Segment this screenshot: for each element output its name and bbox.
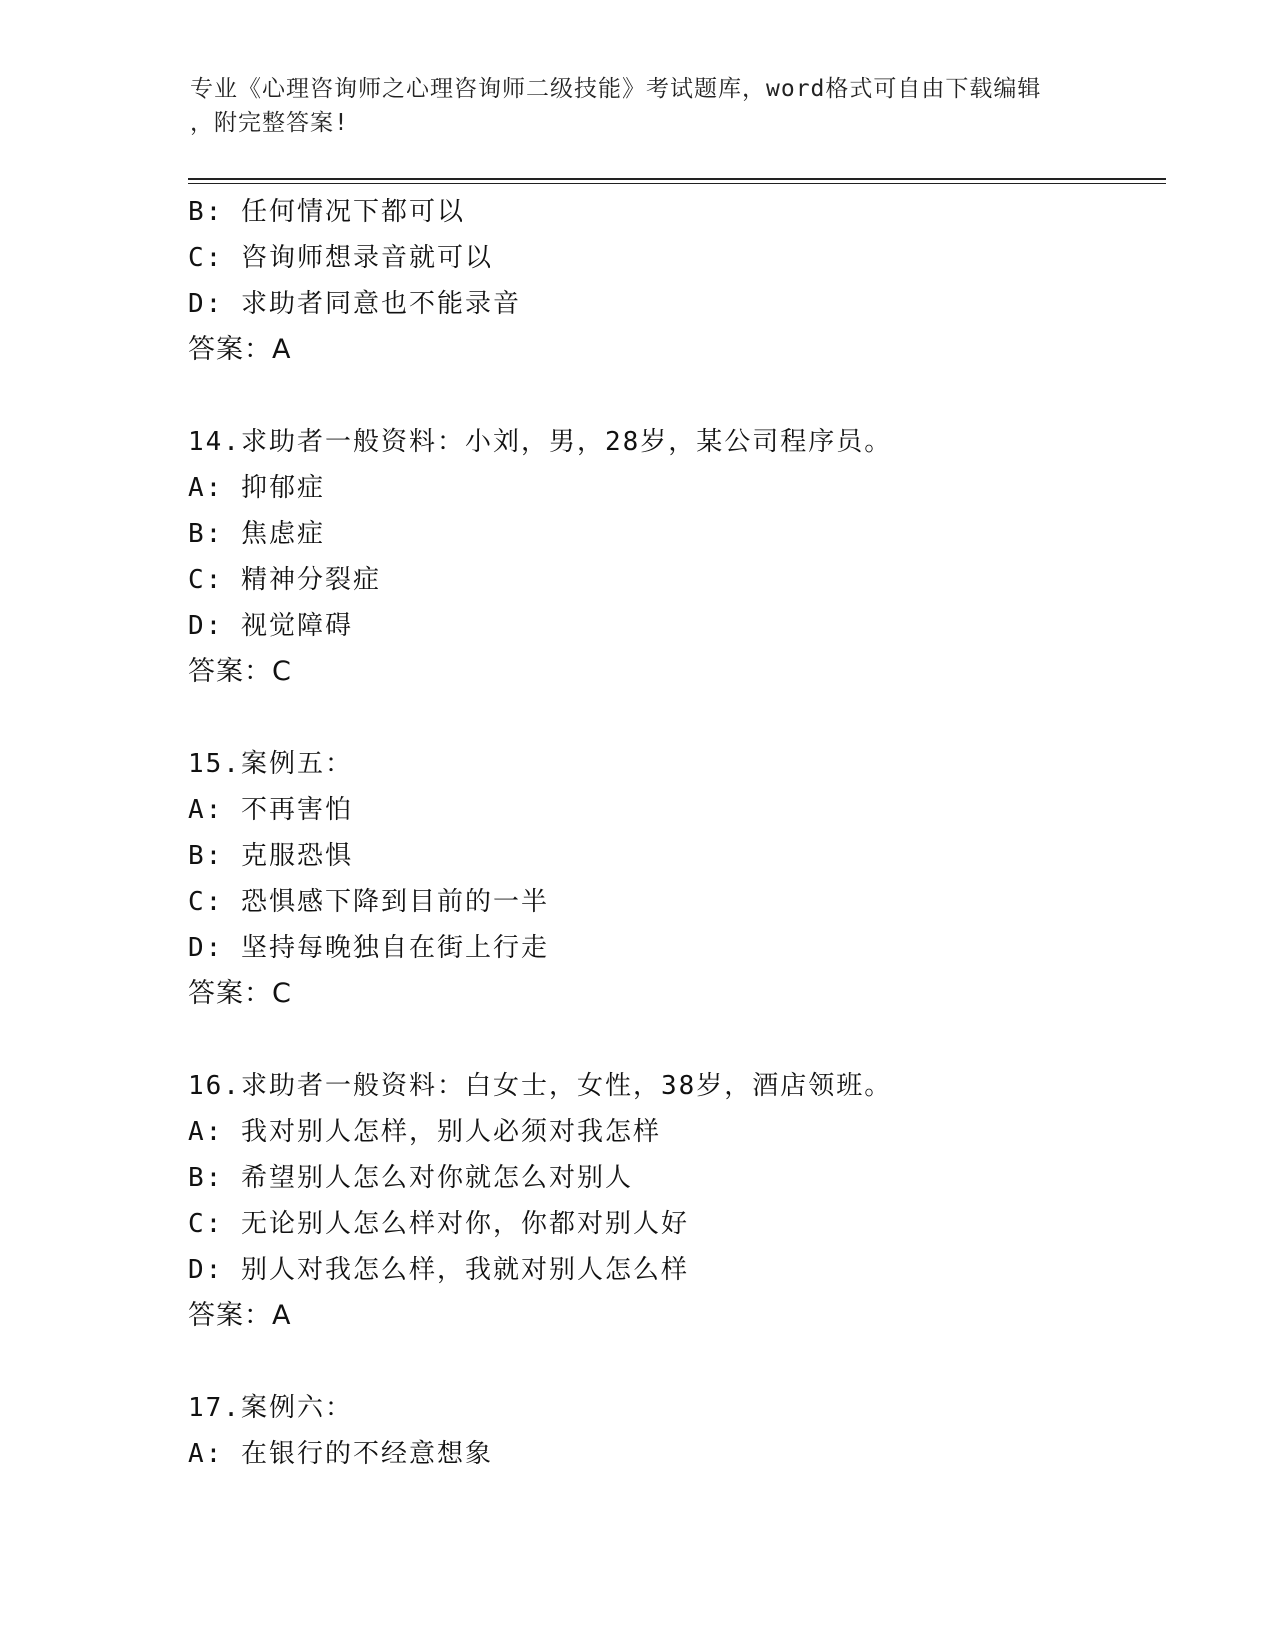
header-line-1: 专业《心理咨询师之心理咨询师二级技能》考试题库，word格式可自由下载编辑 — [190, 76, 1042, 102]
option-b: B: 克服恐惧 — [188, 841, 353, 871]
question-16 — [188, 1063, 1168, 1339]
option-d: D: 求助者同意也不能录音 — [188, 289, 521, 319]
option-b: B: 任何情况下都可以 — [188, 197, 465, 227]
question-17 — [188, 1385, 1168, 1477]
option-c: C: 恐惧感下降到目前的一半 — [188, 887, 549, 917]
option-c: C: 咨询师想录音就可以 — [188, 243, 493, 273]
answer-line: 答案：C — [188, 978, 292, 1009]
option-a: A: 不再害怕 — [188, 795, 353, 825]
question-title: 14.求助者一般资料：小刘，男，28岁，某公司程序员。 — [188, 427, 893, 457]
question-14 — [188, 419, 1168, 695]
answer-line: 答案：C — [188, 656, 292, 687]
question-fragment — [188, 189, 1168, 373]
option-c: C: 无论别人怎么样对你，你都对别人好 — [188, 1209, 689, 1239]
option-a: A: 在银行的不经意想象 — [188, 1439, 493, 1469]
option-b: B: 焦虑症 — [188, 519, 325, 549]
option-d: D: 坚持每晚独自在街上行走 — [188, 933, 549, 963]
option-b: B: 希望别人怎么对你就怎么对别人 — [188, 1163, 633, 1193]
question-15 — [188, 741, 1168, 1017]
question-title: 17.案例六： — [188, 1393, 353, 1423]
document-header — [190, 72, 1070, 140]
option-a: A: 抑郁症 — [188, 473, 325, 503]
option-c: C: 精神分裂症 — [188, 565, 381, 595]
answer-line: 答案：A — [188, 1300, 292, 1331]
option-d: D: 视觉障碍 — [188, 611, 353, 641]
option-d: D: 别人对我怎么样，我就对别人怎么样 — [188, 1255, 689, 1285]
header-divider — [188, 178, 1166, 184]
header-line-2: ，附完整答案! — [190, 110, 349, 136]
question-title: 15.案例五： — [188, 749, 353, 779]
question-title: 16.求助者一般资料：白女士，女性，38岁，酒店领班。 — [188, 1071, 893, 1101]
question-list — [188, 189, 1168, 1477]
answer-line: 答案：A — [188, 334, 292, 365]
option-a: A: 我对别人怎样，别人必须对我怎样 — [188, 1117, 661, 1147]
